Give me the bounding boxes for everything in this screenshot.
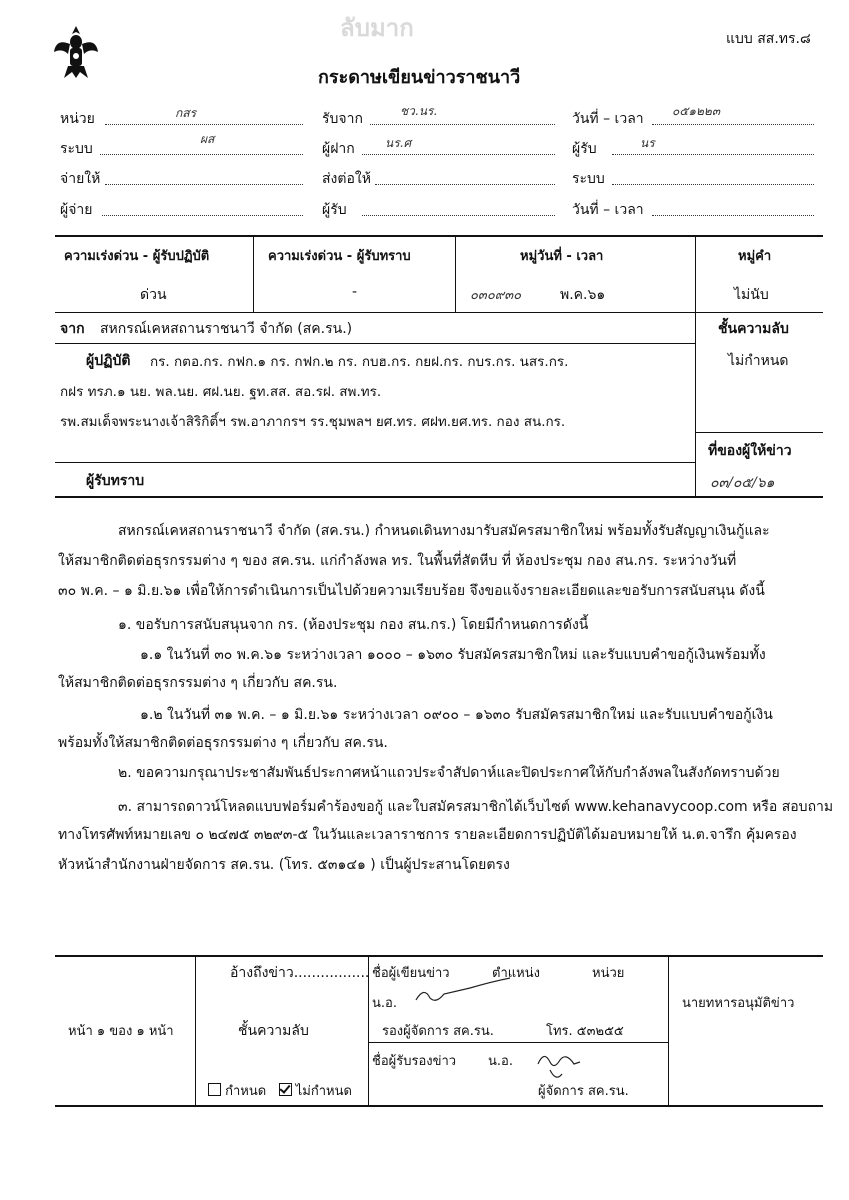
from-value: สหกรณ์เคหสถานราชนาวี จำกัด (สค.รน.) (100, 321, 353, 337)
certifier-position: ผู้จัดการ สค.รน. (538, 1084, 629, 1099)
pay-to-label: จ่ายให้ (60, 171, 101, 187)
action-line-2: กฝร ทรภ.๑ นย. พล.นย. ศฝ.นย. ฐท.สส. สอ.รฝ. สพ.ทร. (60, 384, 382, 400)
unit-value: กสร (175, 106, 197, 120)
unit-field[interactable] (105, 124, 303, 125)
certifier-rank: น.อ. (488, 1054, 513, 1069)
body-item-3a: ๓. สามารถดาวน์โหลดแบบฟอร์มคำร้องขอกู้ และใบสมัครสมาชิกได้เว็บไซต์ www.kehanavycoop.com หรือ สอบถาม (118, 799, 834, 815)
sender-ref-label: ที่ของผู้ให้ข่าว (708, 443, 792, 459)
stamp-text: ลับมาก (340, 14, 414, 42)
page-info: หน้า ๑ ของ ๑ หน้า (68, 1024, 174, 1039)
body-item-2: ๒. ขอความกรุณาประชาสัมพันธ์ประกาศหน้าแถวประจำสัปดาห์และปิดประกาศให้กับกำลังพลในสังกัดทราบด้วย (118, 765, 780, 781)
action-label: ผู้ปฏิบัติ (86, 353, 131, 369)
from-label: จาก (60, 321, 85, 337)
pay-to-field[interactable] (105, 184, 303, 185)
system-field[interactable] (100, 154, 303, 155)
urgency-action-value: ด่วน (140, 287, 167, 303)
page-title: กระดาษเขียนข่าวราชนาวี (318, 67, 521, 88)
receiver-label: ผู้รับ (572, 141, 597, 157)
opt-undefined: ไม่กำหนด (295, 1084, 352, 1099)
certifier-label: ชื่อผู้รับรองข่าว (372, 1054, 457, 1069)
body-item-1-2b: พร้อมทั้งให้สมาชิกติดต่อธุรกรรมต่าง ๆ เกี่ยวกับ สค.รน. (58, 735, 388, 751)
body-item-1-2a: ๑.๒ ในวันที่ ๓๑ พ.ค. – ๑ มิ.ย.๖๑ ระหว่างเวลา ๐๙๐๐ – ๑๖๓๐ รับสมัครสมาชิกใหม่ และรับแบบคำขอกู้เงิน (140, 707, 773, 723)
body-item-3b: ทางโทรศัพท์หมายเลข ๐ ๒๔๗๕ ๓๒๙๓-๕ ในวันและเวลาราชการ รายละเอียดการปฏิบัติได้มอบหมายให้ น.ต.จารึก คุ้มครอง (58, 827, 797, 843)
body-intro-2: ให้สมาชิกติดต่อธุรกรรมต่าง ๆ ของ สค.รน. แก่กำลังพล ทร. ในพื้นที่สัตหีบ ที่ ห้องประชุม กอง สน.กร. ระหว่างวันที่ (58, 553, 737, 569)
action-line-1: กร. กตอ.กร. กฟก.๑ กร. กฟก.๒ กร. กบฮ.กร. กยฝ.กร. กบร.กร. นสร.กร. (150, 354, 569, 370)
system-label: ระบบ (60, 141, 93, 157)
col-urgency-action: ความเร่งด่วน - ผู้รับปฏิบัติ (64, 249, 210, 264)
writer-position: รองผู้จัดการ สค.รน. (382, 1024, 494, 1039)
depositor-label: ผู้ฝาก (322, 141, 355, 157)
form-code: แบบ สส.ทร.๘ (726, 31, 811, 47)
receiver2-label: ผู้รับ (322, 202, 347, 218)
body-intro-1: สหกรณ์เคหสถานราชนาวี จำกัด (สค.รน.) กำหนดเดินทางมารับสมัครสมาชิกใหม่ พร้อมทั้งรับสัญญาเงินกู้และ (118, 523, 770, 539)
defined-checkbox[interactable] (208, 1083, 221, 1096)
forward-to-label: ส่งต่อให้ (322, 171, 371, 187)
col-group-datetime: หมู่วันที่ - เวลา (520, 249, 604, 264)
sender-ref-value: ๐๓/๐๕/๖๑ (710, 475, 775, 491)
classification-value: ไม่กำหนด (728, 353, 789, 369)
action-line-3: รพ.สมเด็จพระนางเจ้าสิริกิติ์ฯ รพ.อาภากรฯ รร.ชุมพลฯ ยศ.ทร. ศฝท.ยศ.ทร. กอง สน.กร. (60, 414, 566, 430)
position-label: ตำแหน่ง (492, 966, 540, 981)
received-from-label: รับจาก (322, 111, 363, 127)
depositor-value: นร.ศ (385, 136, 412, 150)
receiver-field[interactable] (612, 154, 814, 155)
body-item-3c: หัวหน้าสำนักงานฝ่ายจัดการ สค.รน. (โทร. ๕๓๑๔๑ ) เป็นผู้ประสานโดยตรง (58, 857, 510, 873)
body-item-1-1b: ให้สมาชิกติดต่อธุรกรรมต่าง ๆ เกี่ยวกับ สค.รน. (58, 675, 338, 691)
forward-to-field[interactable] (375, 184, 555, 185)
receiver2-field[interactable] (362, 215, 555, 216)
reference-label: อ้างถึงข่าว................. (230, 965, 370, 981)
garuda-emblem-icon (52, 22, 100, 80)
date-time2-label: วันที่ – เวลา (572, 202, 644, 218)
date-time-label: วันที่ – เวลา (572, 111, 644, 127)
footer-classification-label: ชั้นความลับ (238, 1023, 309, 1039)
body-item-1: ๑. ขอรับการสนับสนุนจาก กร. (ห้องประชุม กอง สน.กร.) โดยมีกำหนดการดังนี้ (118, 617, 589, 633)
body-intro-3: ๓๐ พ.ค. – ๑ มิ.ย.๖๑ เพื่อให้การดำเนินการเป็นไปด้วยความเรียบร้อย จึงขอแจ้งรายละเอียดและขอรับการสนับสนุน ดังนี้ (58, 583, 765, 599)
opt-defined: กำหนด (225, 1084, 267, 1099)
col-urgency-info: ความเร่งด่วน - ผู้รับทราบ (268, 249, 411, 264)
payer-label: ผู้จ่าย (60, 202, 93, 218)
col-group-word: หมู่คำ (738, 249, 772, 264)
classification-label: ชั้นความลับ (718, 321, 789, 337)
received-from-value: ชว.นร. (400, 104, 438, 118)
urgency-info-value: - (352, 284, 358, 300)
undefined-checkbox[interactable] (279, 1083, 292, 1096)
system2-label: ระบบ (572, 171, 605, 187)
writer-label: ชื่อผู้เขียนข่าว (372, 966, 450, 981)
writer-phone: โทร. ๕๓๒๕๕ (546, 1024, 624, 1039)
group-datetime-month: พ.ค.๖๑ (560, 287, 606, 303)
writer-signature (410, 972, 520, 1008)
date-time2-field[interactable] (652, 215, 814, 216)
writer-rank: น.อ. (372, 996, 397, 1011)
unit-label: หน่วย (60, 111, 95, 127)
date-time-value: ๐๕๑๒๒๓ (672, 104, 721, 118)
body-item-1-1a: ๑.๑ ในวันที่ ๓๐ พ.ค.๖๑ ระหว่างเวลา ๑๐๐๐ – ๑๖๓๐ รับสมัครสมาชิกใหม่ และรับแบบคำขอกู้เงินพร้อมทั้ง (140, 647, 766, 663)
group-word-value: ไม่นับ (734, 287, 769, 303)
system2-field[interactable] (612, 184, 814, 185)
classification-options (208, 1080, 352, 1101)
secret-stamp (340, 8, 520, 48)
info-label: ผู้รับทราบ (86, 473, 145, 489)
date-time-field[interactable] (652, 124, 814, 125)
received-from-field[interactable] (370, 124, 555, 125)
certifier-signature (530, 1044, 590, 1084)
approver-label: นายทหารอนุมัติข่าว (682, 996, 795, 1011)
payer-field[interactable] (102, 215, 303, 216)
footer-unit-label: หน่วย (592, 966, 625, 981)
system-value: ผส (200, 132, 215, 146)
group-datetime-value: ๐๓๐๙๓๐ (470, 288, 522, 303)
receiver-value: นร (640, 136, 655, 150)
depositor-field[interactable] (362, 154, 555, 155)
